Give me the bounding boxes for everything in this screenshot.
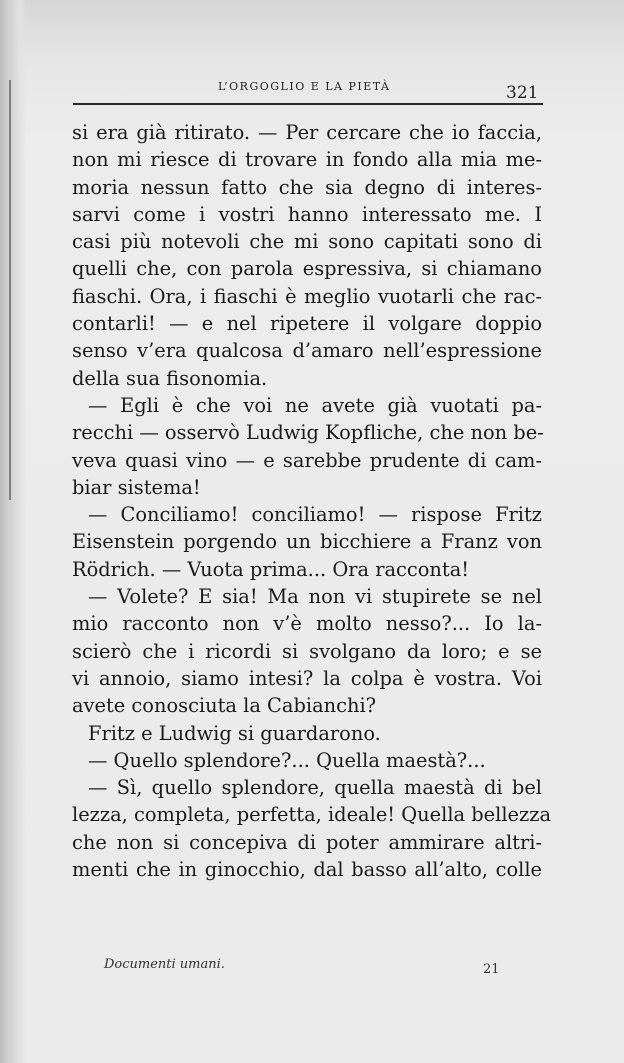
text-line: lezza, completa, perfetta, ideale! Quella bellezza [72,803,551,827]
text-line: scierò che i ricordi si svolgano da loro; e se [72,639,542,663]
text-line: Rödrich. — Vuota prima... Ora racconta! [72,557,470,581]
text-line: — Sì, quello splendore, quella maestà di bel [88,776,542,800]
page-gutter-shadow [0,0,26,1063]
text-line: fiaschi. Ora, i fiaschi è meglio vuotarli che rac- [72,284,542,308]
text-line: moria nessun fatto che sia degno di interes- [72,175,542,199]
text-line: veva quasi vino — e sarebbe prudente di cam- [72,448,542,472]
text-line: Eisenstein porgendo un bicchiere a Franz von [72,530,542,554]
text-line: che non si concepiva di poter ammirare altri- [72,830,542,854]
signature-mark: Documenti umani. [104,957,225,972]
text-line: Fritz e Ludwig si guardarono. [88,721,381,745]
text-line: senso v’era qualcosa d’amaro nell’espressione [72,339,542,363]
text-line: — Egli è che voi ne avete già vuotati pa- [88,393,542,417]
text-line: vi annoio, siamo intesi? la colpa è vostra. Voi [72,666,542,690]
text-line: recchi — osservò Ludwig Kopfliche, che non be- [72,421,544,445]
text-line: della sua fisonomia. [72,366,268,390]
binding-edge [9,80,11,500]
body-text [72,119,551,883]
text-line: contarli! — e nel ripetere il volgare doppio [72,312,542,336]
text-line: casi più notevoli che mi sono capitati sono di [72,230,542,254]
text-line: quelli che, con parola espressiva, si chiamano [72,257,542,281]
text-line: si era già ritirato. — Per cercare che io faccia, [72,121,542,144]
text-line: — Quello splendore?... Quella maestà?... [88,748,486,772]
header-rule [73,103,543,105]
text-line: menti che in ginocchio, dal basso all’alto, colle [72,858,542,882]
text-line: — Volete? E sia! Ma non vi stupirete se nel [88,585,542,609]
text-line: mio racconto non v’è molto nesso?... Io la- [72,612,542,636]
text-line: non mi riesce di trovare in fondo alla mia me- [72,148,542,172]
text-line: biar sistema! [72,475,201,499]
text-line: sarvi come i vostri hanno interessato me. I [72,202,542,226]
signature-number: 21 [483,962,500,977]
page-number: 321 [506,83,539,103]
text-line: — Conciliamo! conciliamo! — rispose Fritz [88,503,542,527]
text-line: avete conosciuta la Cabianchi? [72,694,377,718]
running-title: L’ORGOGLIO E LA PIETÀ [218,80,391,93]
